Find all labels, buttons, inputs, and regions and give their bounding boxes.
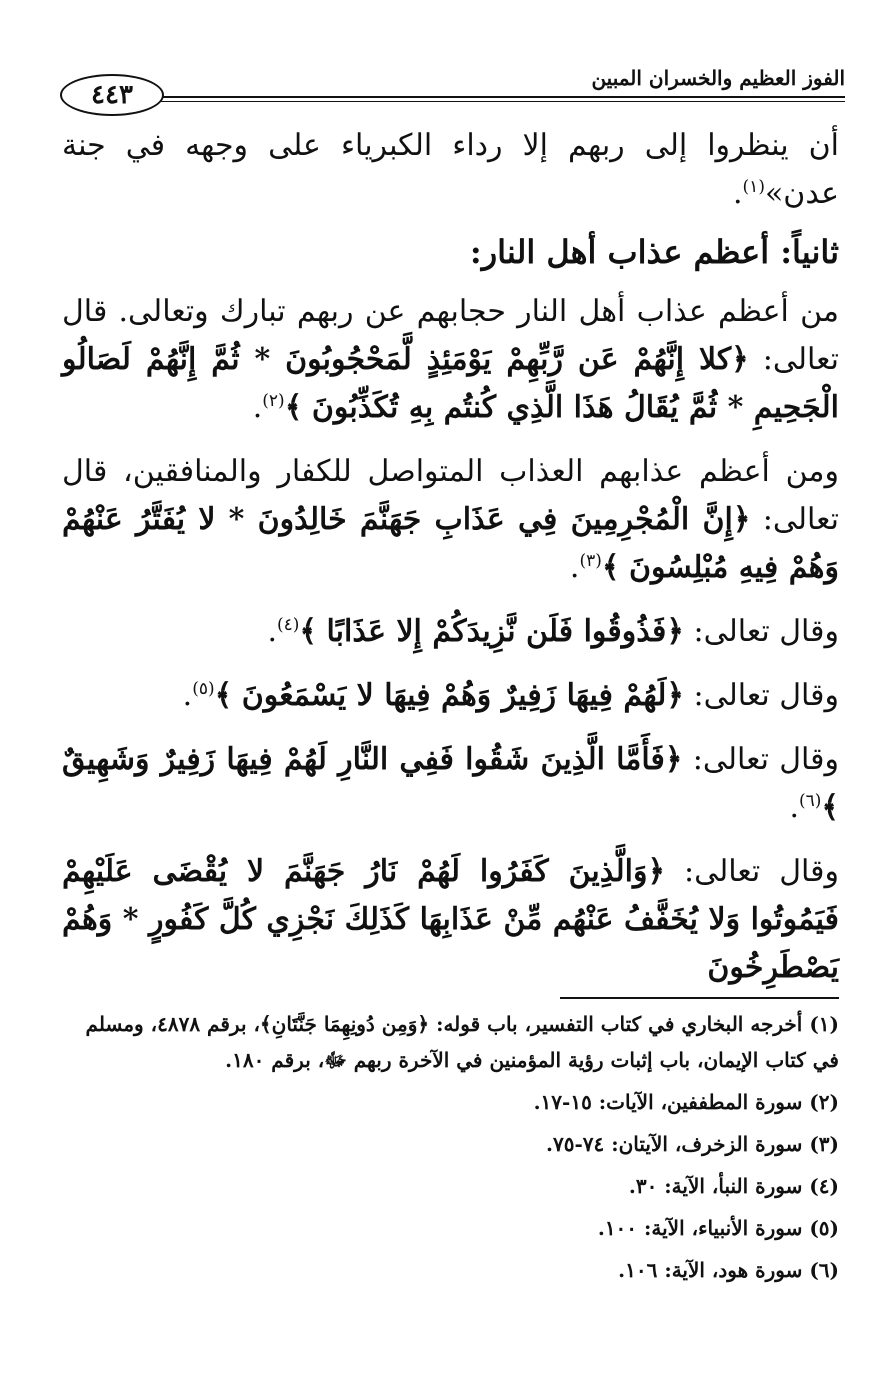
quran-open-bracket: ﴿ xyxy=(647,854,666,889)
footnote-ref: (٢) xyxy=(262,391,285,411)
page-header xyxy=(60,58,845,108)
paragraph-intro: وقال تعالى: xyxy=(692,742,839,777)
footnote-ref: (١) xyxy=(742,177,765,197)
footnote-ref: (٣) xyxy=(579,551,602,571)
paragraph-continuation xyxy=(62,122,839,218)
paragraph-intro: وقال تعالى: xyxy=(693,678,839,713)
punctuation: . xyxy=(789,790,799,825)
footnote-ref: (٥) xyxy=(192,679,215,699)
quran-verse: فَذُوقُوا فَلَن نَّزِيدَكُمْ إِلا عَذَابًا xyxy=(326,614,667,649)
quran-open-bracket: ﴿ xyxy=(666,678,684,713)
footnotes xyxy=(62,1006,839,1294)
footnote-6: (٦) سورة هود، الآية: ١٠٦. xyxy=(618,1258,839,1282)
punctuation: . xyxy=(732,176,743,211)
running-title: الفوز العظيم والخسران المبين xyxy=(591,66,845,90)
paragraph-quote-5 xyxy=(62,672,839,720)
footnote-2: (٢) سورة المطففين، الآيات: ١٥-١٧. xyxy=(533,1090,839,1114)
quran-verse: لَهُمْ فِيهَا زَفِيرٌ وَهُمْ فِيهَا لا يَسْمَعُونَ xyxy=(241,678,667,713)
paragraph-text: أن ينظروا إلى ربهم إلا رداء الكبرياء على وجهه في جنة عدن» xyxy=(62,128,839,211)
quran-open-bracket: ﴿ xyxy=(666,614,684,649)
paragraph-intro: ومن أعظم عذابهم العذاب المتواصل للكفار والمنافقين، قال تعالى: xyxy=(62,454,839,537)
quran-verse: فَأَمَّا الَّذِينَ شَقُوا فَفِي النَّارِ لَهُمْ فِيهَا زَفِيرٌ وَشَهِيقٌ xyxy=(62,742,665,777)
punctuation: . xyxy=(182,678,193,713)
footnote-ref: (٦) xyxy=(799,791,822,811)
quran-close-bracket: ﴾ xyxy=(284,390,303,425)
punctuation: . xyxy=(569,550,580,585)
header-rule-thin xyxy=(160,101,845,102)
paragraph-continuous-punishment xyxy=(62,448,839,592)
footnote-1: (١) أخرجه البخاري في كتاب التفسير، باب قوله: ﴿وَمِن دُونِهِمَا جَنَّتَانِ﴾، برقم ٤٨٧٨، ومسلم في كتاب الإيمان، باب إثبات رؤية المؤمنين في الآخرة ربهم ﷻ، برقم ١٨٠. xyxy=(85,1012,839,1072)
main-text xyxy=(62,122,839,1008)
quran-verse: كلا إِنَّهُمْ عَن رَّبِّهِمْ يَوْمَئِذٍ لَّمَحْجُوبُونَ * ثُمَّ إِنَّهُمْ لَصَالُو الْجَحِيمِ * ثُمَّ يُقَالُ هَذَا الَّذِي كُنتُم بِهِ تُكَذِّبُونَ xyxy=(62,342,839,425)
footnote-separator xyxy=(560,997,839,999)
quran-close-bracket: ﴾ xyxy=(214,678,233,713)
quran-open-bracket: ﴿ xyxy=(732,502,751,537)
footnote-ref: (٤) xyxy=(276,615,300,635)
punctuation: . xyxy=(267,614,277,649)
section-heading: ثانياً: أعظم عذاب أهل النار: xyxy=(469,233,839,271)
quran-open-bracket: ﴿ xyxy=(731,342,749,377)
paragraph-quote-6 xyxy=(62,736,839,832)
paragraph-quote-7 xyxy=(62,848,839,992)
paragraph-quote-4 xyxy=(62,608,839,656)
paragraph-intro: من أعظم عذاب أهل النار حجابهم عن ربهم تبارك وتعالى. قال تعالى: xyxy=(62,294,839,377)
quran-verse: وَالَّذِينَ كَفَرُوا لَهُمْ نَارُ جَهَنَّمَ لا يُقْضَى عَلَيْهِمْ فَيَمُوتُوا وَلا يُخَفَّفُ عَنْهُم مِّنْ عَذَابِهَا كَذَلِكَ نَجْزِي كُلَّ كَفُورٍ * وَهُمْ يَصْطَرِخُونَ xyxy=(62,854,839,985)
quran-close-bracket: ﴾ xyxy=(299,614,317,649)
footnote-3: (٣) سورة الزخرف، الآيتان: ٧٤-٧٥. xyxy=(545,1132,839,1156)
punctuation: . xyxy=(252,390,263,425)
paragraph-intro: وقال تعالى: xyxy=(693,614,839,649)
header-rule xyxy=(160,96,845,98)
paragraph-intro: وقال تعالى: xyxy=(684,854,839,889)
paragraph-veil xyxy=(62,288,839,432)
quran-close-bracket: ﴾ xyxy=(601,550,620,585)
quran-verse: إِنَّ الْمُجْرِمِينَ فِي عَذَابِ جَهَنَّمَ خَالِدُونَ * لا يُفَتَّرُ عَنْهُمْ وَهُمْ فِيهِ مُبْلِسُونَ xyxy=(62,502,839,585)
quran-close-bracket: ﴾ xyxy=(821,790,839,825)
page-number: ٤٤٣ xyxy=(60,74,164,116)
quran-open-bracket: ﴿ xyxy=(664,742,683,777)
footnote-5: (٥) سورة الأنبياء، الآية: ١٠٠. xyxy=(597,1216,839,1240)
footnote-4: (٤) سورة النبأ، الآية: ٣٠. xyxy=(628,1174,839,1198)
